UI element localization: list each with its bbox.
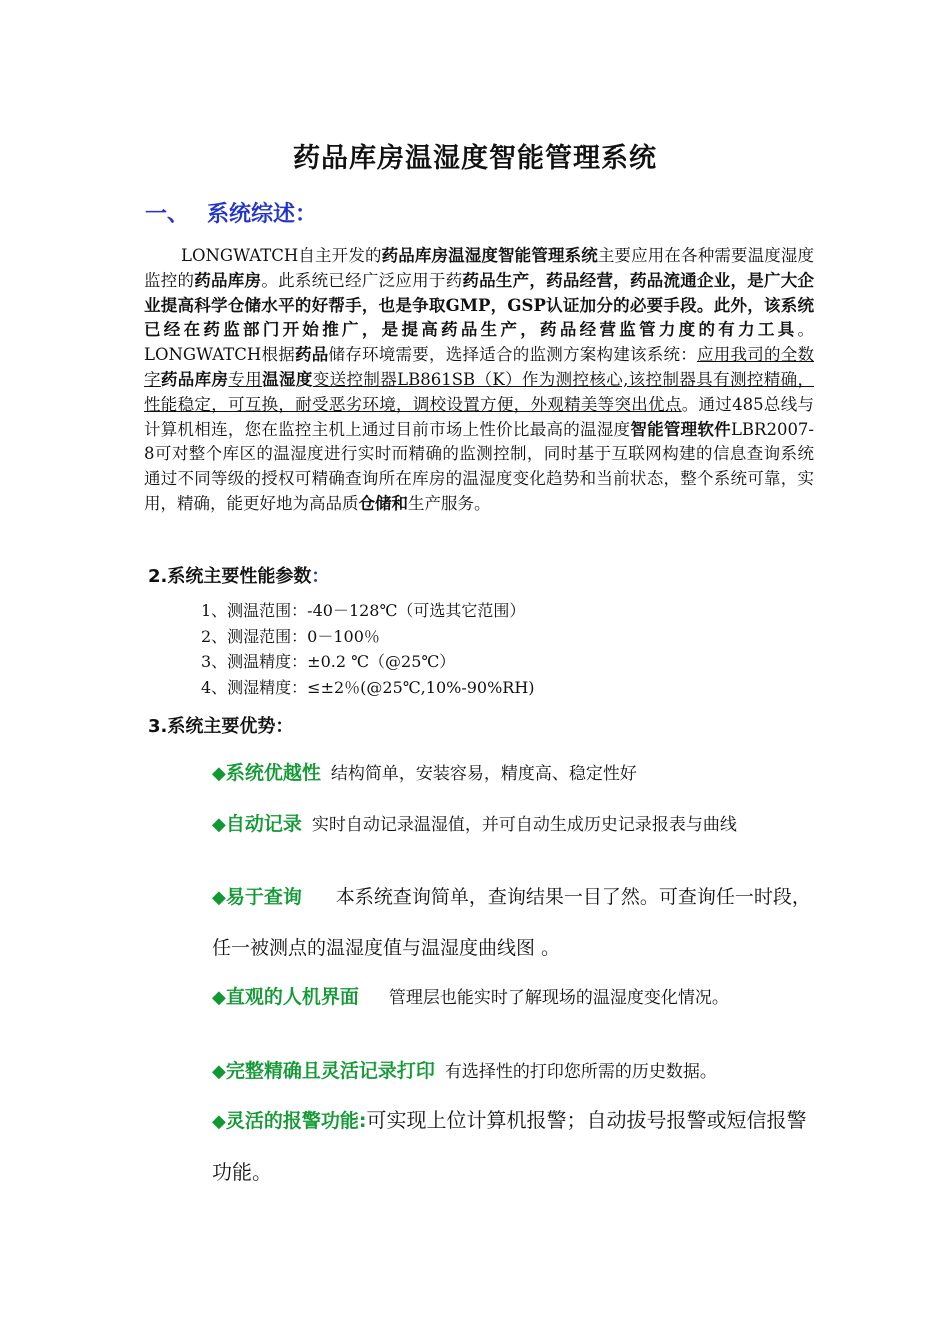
advantage-desc: 本系统查询简单，查询结果一目了然。可查询任一时段，任一被测点的温湿度值与温湿度曲线图 。 <box>212 886 811 959</box>
advantage-item <box>212 872 812 973</box>
advantage-item <box>212 1095 812 1197</box>
diamond-bullet-icon: ◆ <box>212 887 226 908</box>
section-heading-overview <box>145 197 317 228</box>
intro-bold: 药品库房温湿度智能管理系统 <box>381 246 598 265</box>
advantage-title: 易于查询 <box>225 886 302 908</box>
intro-bold: 仓储和 <box>358 493 408 513</box>
intro-text: 生产服务。 <box>408 493 491 513</box>
intro-underline: 变送控制器LB861SB（K）作为测控核心,该控制器具有测控精确，性能稳定，可互换，耐受恶劣环境，调校设置方便，外观精美等突出优点 <box>144 369 815 414</box>
intro-bold: 药品库房 <box>194 270 262 290</box>
advantage-item <box>212 1054 812 1089</box>
advantage-desc: 管理层也能实时了解现场的温湿度变化情况。 <box>388 988 729 1008</box>
diamond-bullet-icon: ◆ <box>212 1111 226 1132</box>
intro-text: 储存环境需要，选择适合的监测方案构建该系统： <box>328 345 698 365</box>
section-heading-params <box>148 562 329 588</box>
advantage-item <box>212 756 812 791</box>
list-item: 1、测温范围：-40－128℃（可选其它范围） <box>201 601 526 620</box>
advantage-item <box>212 980 812 1015</box>
intro-text: 。此系统已经广泛应用于药 <box>261 270 463 290</box>
advantage-desc: 可实现上位计算机报警；自动拔号报警或短信报警功能。 <box>212 1108 807 1184</box>
intro-underline: 应用我司的全数字 <box>144 345 815 389</box>
section-label: 2.系统主要性能参数 <box>148 566 312 587</box>
intro-bold: 药品生产，药品经营，药品流通企业，是广大企业提高科学仓储水平的好帮手，也是争取GMP，GSP认证加分的必要手段。此外，该系统已经在药监部门开始推广，是提高药品生产，药品经营监管力度的有力工具 <box>144 270 815 340</box>
intro-text: 。通过485总线与计算机相连，您在监控主机上通过目前市场上性价比最高的温湿度 <box>144 394 814 439</box>
params-list <box>201 598 535 700</box>
intro-bold: 智能管理软件 <box>630 419 731 439</box>
diamond-bullet-icon: ◆ <box>212 987 226 1008</box>
intro-paragraph <box>144 244 814 517</box>
advantage-desc: 实时自动记录温湿值，并可自动生成历史记录报表与曲线 <box>311 815 737 835</box>
intro-bold: 温湿度 <box>262 369 313 389</box>
page-title: 药品库房温湿度智能管理系统 <box>293 143 657 174</box>
intro-bold: 药品 <box>295 345 329 365</box>
intro-text: LBR2007-8可对整个库区的温湿度进行实时而精确的监测控制，同时基于互联网构建的信息查询系统通过不同等级的授权可精确查询所在库房的温湿度变化趋势和当前状态，整个系统可靠，实用，精确，能更好地为高品质 <box>144 419 815 513</box>
advantage-title: 自动记录 <box>225 813 302 835</box>
diamond-bullet-icon: ◆ <box>212 814 226 835</box>
advantage-desc: 有选择性的打印您所需的历史数据。 <box>444 1062 717 1082</box>
section-number: 一、 <box>145 202 190 227</box>
intro-text: LONGWATCH自主开发的 <box>181 246 382 265</box>
advantage-desc: 结构简单，安装容易，精度高、稳定性好 <box>330 764 637 784</box>
list-item: 4、测湿精度：≤±2％(@25℃,10%-90%RH) <box>201 677 535 697</box>
advantage-item <box>212 807 812 842</box>
advantage-title: 直观的人机界面 <box>225 986 359 1008</box>
section-heading-advantages: 3.系统主要优势： <box>148 716 294 737</box>
diamond-bullet-icon: ◆ <box>212 1061 226 1082</box>
list-item: 2、测湿范围：0－100％ <box>201 626 380 646</box>
section-label: 系统综述： <box>207 202 318 227</box>
advantage-title: 系统优越性 <box>225 762 321 784</box>
advantage-title: 灵活的报警功能: <box>225 1110 367 1132</box>
intro-text: 主要应用在各种需要温度湿度监控的 <box>144 246 815 290</box>
intro-text: 。LONGWATCH根据 <box>144 320 814 365</box>
list-item: 3、测温精度：±0.2 ℃（@25℃） <box>201 652 456 671</box>
diamond-bullet-icon: ◆ <box>212 763 226 784</box>
advantage-title: 完整精确且灵活记录打印 <box>225 1060 435 1082</box>
intro-bold: 药品库房 <box>160 369 229 389</box>
section-colon: ： <box>311 566 330 587</box>
intro-underline: 专用 <box>228 369 263 389</box>
